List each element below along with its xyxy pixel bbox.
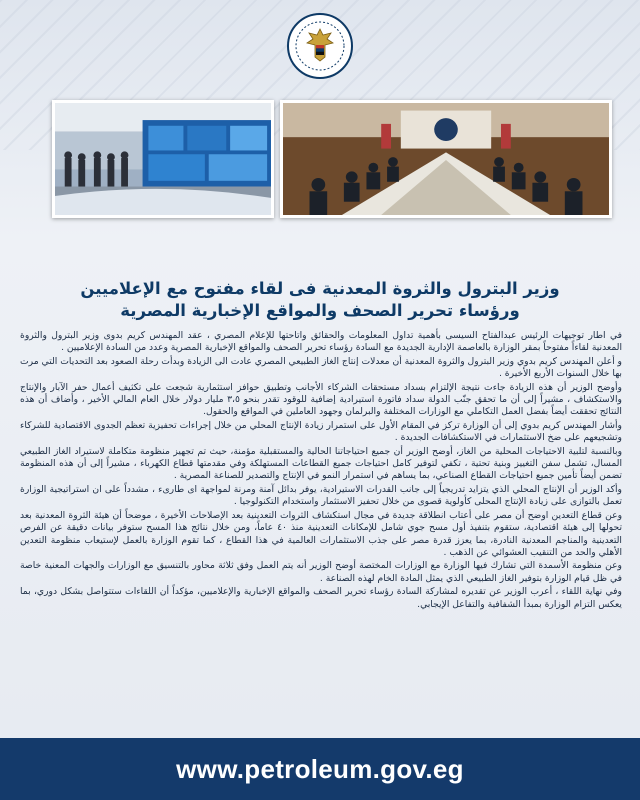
headline xyxy=(20,278,620,322)
paragraph: وأكد الوزير أن الإنتاج المحلي الذي يتزايد تدريجياً إلى جانب القدرات الاستيرادية، يوفر بدائل آمنة ومرنة لمواجهة اى طارىء ، مشدداً على ان استراتيجية الوزارة تعمل بالتوازى على زيادة الإنتاج المحلى كأولوية قصوى من خلال تحفيز الاستثمار واستخدام التكنولوجيا . xyxy=(20,483,622,508)
website-url-link[interactable]: www.petroleum.gov.eg xyxy=(176,753,464,784)
paragraph: وعن منظومة الأسمدة التي تشارك فيها الوزارة مع الوزارات المختصة أوضح الوزير أنه يتم العمل وفق ثلاثة محاور بالتنسيق مع الوزارات والجهات المعنية خاصة في ظل قيام الوزارة بتوفير الغاز الطبيعي الذي يمثل المادة الخام لهذه الصناعة . xyxy=(20,560,622,584)
header xyxy=(0,4,640,88)
photo-row xyxy=(52,100,612,218)
article-body xyxy=(20,330,622,612)
control-room-photo xyxy=(52,100,274,218)
paragraph: وفي نهاية اللقاء ، أعرب الوزير عن تقديره لمشاركة السادة رؤساء تحرير الصحف والمواقع الإخبارية والإعلاميين، مؤكداً أن اللقاءات ستتواصل بشكل دوري، بما يعكس التزام الوزارة بمبدأ الشفافية والتفاعل الإيجابي. xyxy=(20,586,622,610)
paragraph: في اطار توجيهات الرئيس عبدالفتاح السيسى بأهمية تداول المعلومات والحقائق واتاحتها للإعلام المصري ، عقد المهندس كريم بدوى وزير البترول والثروة المعدنية لقاءاً مفتوحاً بمقر الوزارة بالعاصمة الإدارية الجديدة مع السادة رؤساء تحرير الصحف والمواقع الإخبارية المصرية وعدد من السادة الإعلاميين . xyxy=(20,330,622,354)
eagle-emblem-icon xyxy=(285,11,355,81)
paragraph: وأوضح الوزير أن هذه الزيادة جاءت نتيجة الإلتزام بسداد مستحقات الشركاء الأجانب وتطبيق حوافز استثمارية شجعت على تكثيف أعمال حفر الآبار والإنتاج والاستكشاف ، مشيراً إلى أن ما تحقق جنّب الدولة سداد فاتورة استيرادية إضافية للوقود تقدر بنحو ٣،٥ مليار دولار خلال العام المالي الأخير ، وأضاف أن هذه النتائج تحققت أيضاً بفضل العمل التكاملي مع الوزارات المختلفة والبرلمان وجهود العاملين في المواقع والحقول. xyxy=(20,381,622,418)
paragraph: وأشار المهندس كريم بدوي إلى أن الوزارة تركز في المقام الأول على استمرار زيادة الإنتاج المحلي من خلال إجراءات تحفيزية تعظم الجدوى الاقتصادية للشركاء وتشجيعهم على ضخ الاستثمارات في الاستكشافات الجديدة . xyxy=(20,419,622,444)
headline-line-2: ورؤساء تحرير الصحف والمواقع الإخبارية المصرية xyxy=(120,301,520,320)
meeting-room-photo xyxy=(280,100,612,218)
headline-line-1: وزير البترول والثروة المعدنية فى لقاء مفتوح مع الإعلاميين xyxy=(80,279,560,298)
paragraph: و أعلن المهندس كريم بدوي وزير البترول والثروة المعدنية أن معدلات إنتاج الغاز الطبيعي المصري عادت الى الزيادة وبدأت رحلة الصعود بعد التحديات التي مرت بها خلال السنوات الأربع الأخيرة . xyxy=(20,355,622,380)
paragraph: وعن قطاع التعدين اوضح أن مصر على أعتاب انطلاقة جديدة في مجال استكشاف الثروات التعدينية بعد الإصلاحات الأخيرة ، موضحاً أن هيئة الثروة المعدنية بعد تحولها إلى هيئة اقتصادية، ستقوم بتنفيذ أول مسح جوي شامل للإمكانات التعدينية منذ ٤٠ عاماً، ومن خلال نتائج هذا المسح ستوفر بيانات دقيقة عن الفرص التعدينية والمناجم المعدنية النادرة، بما يعزز قدرة مصر على جذب الاستثمارات العالمية في هذا القطاع ، كما تقوم الوزارة بالعمل لإستيعاب منظومة التعدين الأهلي والحد من التنقيب العشوائي عن الذهب . xyxy=(20,509,622,558)
footer-bar xyxy=(0,738,640,800)
ministry-emblem-logo xyxy=(285,11,355,81)
paragraph: وبالنسبة لتلبية الاحتياجات المحلية من الغاز، أوضح الوزير أن جميع احتياجاتنا الحالية والمستقبلية مؤمنة، حيث تم تجهيز منظومة متكاملة لاستيراد الغاز الطبيعي المسال، تشمل سفن التغييز وبنية تحتية ، تكفي لتوفير كامل احتياجات جميع القطاعات المستهلكة وفي مقدمتها قطاع الكهرباء ، مشيراً إلى أن هذه المنظومة تضمن أيضاً تأمين جميع احتياجات القطاع الصناعي، بما يساهم في استمرار النمو في الإنتاج والتصدير للصناعة المصرية . xyxy=(20,445,622,482)
